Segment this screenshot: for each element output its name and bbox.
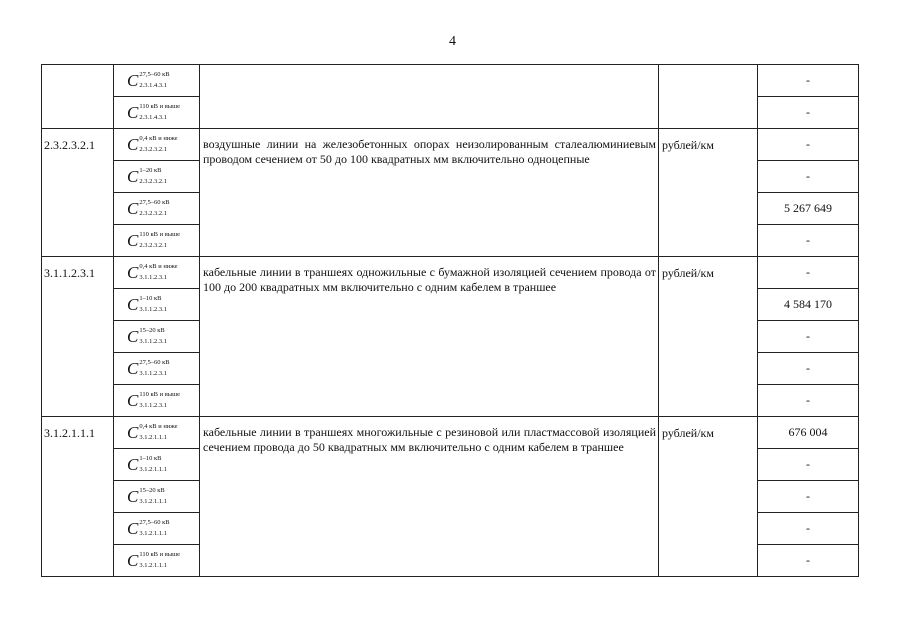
rate-value: 676 004 xyxy=(758,417,859,449)
table-row xyxy=(42,129,859,161)
rate-symbol xyxy=(114,289,200,321)
symbol-letter: C xyxy=(127,231,139,250)
rate-value: - xyxy=(758,353,859,385)
rate-value: - xyxy=(758,321,859,353)
rate-symbol xyxy=(114,513,200,545)
row-unit: рублей/км xyxy=(659,129,758,257)
code-subscript: 3.1.2.1.1.1 xyxy=(139,497,167,505)
voltage-superscript: 110 кВ и выше xyxy=(139,103,181,110)
rate-value: - xyxy=(758,65,859,97)
row-description: кабельные линии в траншеях многожильные с резиновой или пластмассовой изоляцией сечением провода до 50 квадратных мм включительно с одним кабелем в траншее xyxy=(200,417,659,577)
row-description xyxy=(200,65,659,129)
rate-symbol xyxy=(114,321,200,353)
symbol-letter: C xyxy=(127,263,139,282)
rate-symbol xyxy=(114,97,200,129)
symbol-letter: C xyxy=(127,327,139,346)
rate-value: 4 584 170 xyxy=(758,289,859,321)
code-subscript: 3.1.2.1.1.1 xyxy=(139,561,167,569)
code-subscript: 3.1.1.2.3.1 xyxy=(139,369,167,377)
voltage-superscript: 27,5–60 кВ xyxy=(139,71,170,78)
row-description: воздушные линии на железобетонных опорах неизолированным сталеалюминиевым проводом сечением от 50 до 100 квадратных мм включительно одноцепные xyxy=(200,129,659,257)
rate-symbol xyxy=(114,481,200,513)
code-subscript: 2.3.1.4.3.1 xyxy=(139,113,167,121)
code-subscript: 2.3.2.3.2.1 xyxy=(139,177,167,185)
rate-symbol xyxy=(114,449,200,481)
rate-symbol xyxy=(114,161,200,193)
code-subscript: 3.1.1.2.3.1 xyxy=(139,401,167,409)
row-description: кабельные линии в траншеях одножильные с бумажной изоляцией сечением провода от 100 до 200 квадратных мм включительно с одним кабелем в траншее xyxy=(200,257,659,417)
symbol-letter: C xyxy=(127,519,139,538)
rates-table xyxy=(41,64,859,577)
rate-value: - xyxy=(758,129,859,161)
symbol-letter: C xyxy=(127,135,139,154)
page-number: 4 xyxy=(449,34,456,49)
voltage-superscript: 15–20 кВ xyxy=(139,487,165,494)
voltage-superscript: 0,4 кВ и ниже xyxy=(139,263,178,270)
symbol-letter: C xyxy=(127,103,139,122)
voltage-superscript: 110 кВ и выше xyxy=(139,231,181,238)
rate-value: 5 267 649 xyxy=(758,193,859,225)
voltage-superscript: 1–10 кВ xyxy=(139,455,162,462)
rate-symbol xyxy=(114,65,200,97)
code-subscript: 2.3.2.3.2.1 xyxy=(139,241,167,249)
rate-value: - xyxy=(758,449,859,481)
row-code: 3.1.2.1.1.1 xyxy=(42,417,114,577)
code-subscript: 3.1.1.2.3.1 xyxy=(139,273,167,281)
voltage-superscript: 1–20 кВ xyxy=(139,167,162,174)
rate-symbol xyxy=(114,353,200,385)
table-row xyxy=(42,65,859,97)
rate-value: - xyxy=(758,513,859,545)
row-unit: рублей/км xyxy=(659,257,758,417)
symbol-letter: C xyxy=(127,551,139,570)
rate-symbol xyxy=(114,417,200,449)
symbol-letter: C xyxy=(127,71,139,90)
table-row xyxy=(42,257,859,289)
rate-value: - xyxy=(758,545,859,577)
rate-symbol xyxy=(114,545,200,577)
rate-value: - xyxy=(758,385,859,417)
code-subscript: 3.1.2.1.1.1 xyxy=(139,433,167,441)
row-code: 2.3.2.3.2.1 xyxy=(42,129,114,257)
row-unit: рублей/км xyxy=(659,417,758,577)
rate-value: - xyxy=(758,225,859,257)
symbol-letter: C xyxy=(127,295,139,314)
code-subscript: 3.1.2.1.1.1 xyxy=(139,529,167,537)
rate-value: - xyxy=(758,97,859,129)
row-code: 3.1.1.2.3.1 xyxy=(42,257,114,417)
rate-symbol xyxy=(114,129,200,161)
symbol-letter: C xyxy=(127,391,139,410)
rate-symbol xyxy=(114,385,200,417)
voltage-superscript: 27,5–60 кВ xyxy=(139,199,170,206)
voltage-superscript: 0,4 кВ и ниже xyxy=(139,423,178,430)
voltage-superscript: 0,4 кВ и ниже xyxy=(139,135,178,142)
symbol-letter: C xyxy=(127,359,139,378)
symbol-letter: C xyxy=(127,199,139,218)
voltage-superscript: 27,5–60 кВ xyxy=(139,359,170,366)
rate-symbol xyxy=(114,257,200,289)
rate-symbol xyxy=(114,193,200,225)
code-subscript: 3.1.1.2.3.1 xyxy=(139,305,167,313)
symbol-letter: C xyxy=(127,167,139,186)
voltage-superscript: 15–20 кВ xyxy=(139,327,165,334)
voltage-superscript: 110 кВ и выше xyxy=(139,551,181,558)
rate-value: - xyxy=(758,257,859,289)
symbol-letter: C xyxy=(127,423,139,442)
code-subscript: 2.3.1.4.3.1 xyxy=(139,81,167,89)
voltage-superscript: 1–10 кВ xyxy=(139,295,162,302)
voltage-superscript: 27,5–60 кВ xyxy=(139,519,170,526)
rate-value: - xyxy=(758,481,859,513)
voltage-superscript: 110 кВ и выше xyxy=(139,391,181,398)
code-subscript: 3.1.1.2.3.1 xyxy=(139,337,167,345)
code-subscript: 2.3.2.3.2.1 xyxy=(139,145,167,153)
code-subscript: 2.3.2.3.2.1 xyxy=(139,209,167,217)
table-row xyxy=(42,417,859,449)
rate-symbol xyxy=(114,225,200,257)
code-subscript: 3.1.2.1.1.1 xyxy=(139,465,167,473)
rate-value: - xyxy=(758,161,859,193)
row-code xyxy=(42,65,114,129)
symbol-letter: C xyxy=(127,487,139,506)
symbol-letter: C xyxy=(127,455,139,474)
row-unit xyxy=(659,65,758,129)
